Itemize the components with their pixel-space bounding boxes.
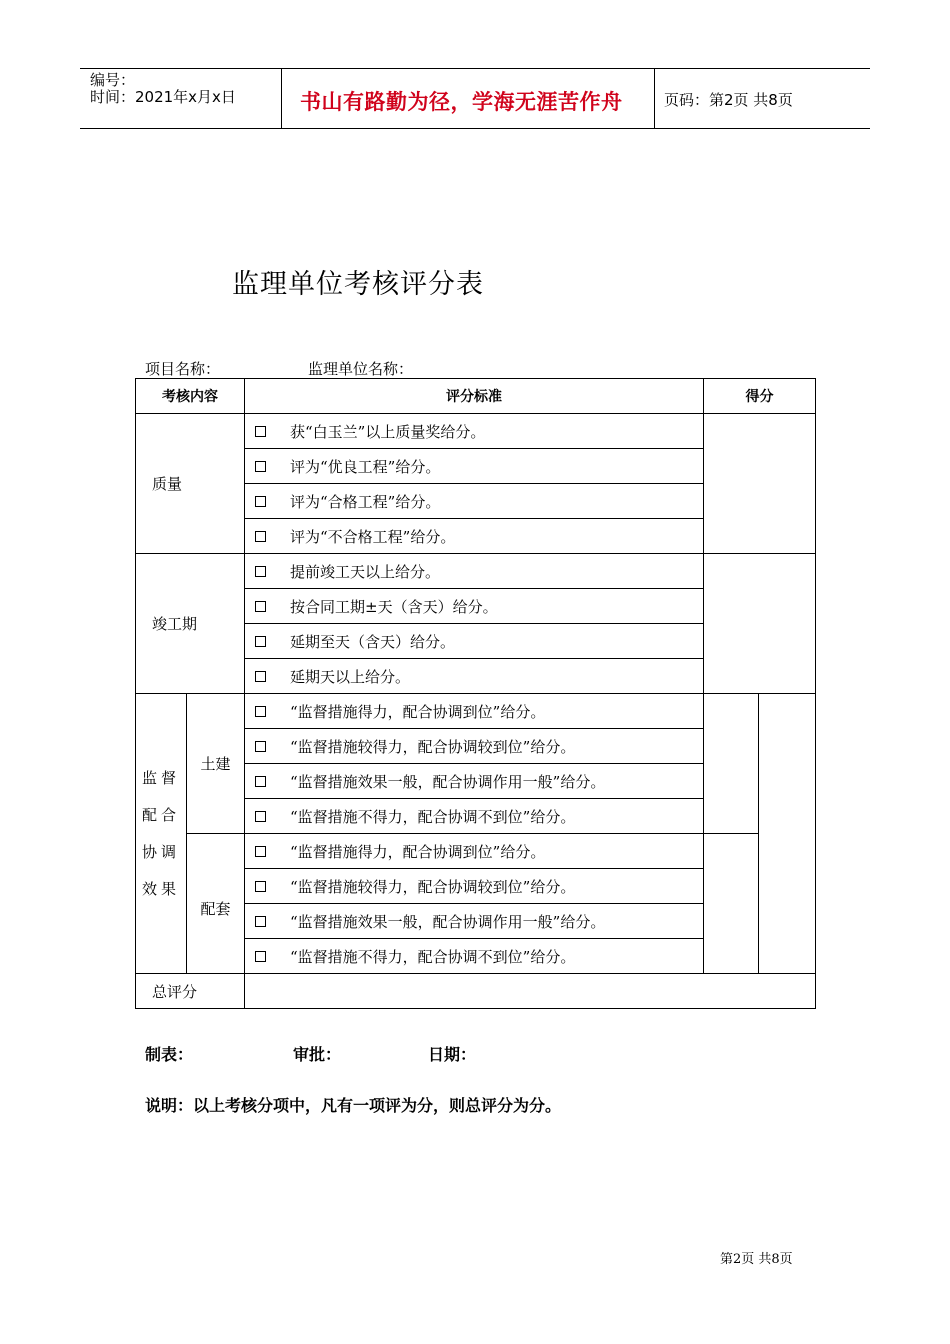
checkbox-icon[interactable] (255, 951, 266, 962)
criteria-item: 提前竣工天以上给分。 (245, 554, 704, 589)
checkbox-icon[interactable] (255, 566, 266, 577)
criteria-item: “监督措施较得力，配合协调较到位”给分。 (245, 869, 704, 904)
checkbox-icon[interactable] (255, 741, 266, 752)
header-divider (654, 68, 655, 129)
total-score-label: 总评分 (136, 974, 245, 1009)
score-cell-supervision-total[interactable] (759, 694, 816, 974)
category-supervision (136, 694, 187, 974)
header-category: 考核内容 (136, 379, 245, 414)
project-name-label: 项目名称： (145, 360, 221, 378)
date-label: 日期： (428, 1045, 477, 1064)
total-score-cell[interactable] (245, 974, 816, 1009)
header-bottom-rule (80, 128, 870, 129)
checkbox-icon[interactable] (255, 706, 266, 717)
header-page-info: 页码：第2页 共8页 (664, 91, 793, 109)
header-criteria: 评分标准 (245, 379, 704, 414)
checkbox-icon[interactable] (255, 531, 266, 542)
subcategory-civil: 土建 (187, 694, 245, 834)
header-score: 得分 (704, 379, 816, 414)
page-title: 监理单位考核评分表 (232, 269, 484, 300)
checkbox-icon[interactable] (255, 846, 266, 857)
checkbox-icon[interactable] (255, 811, 266, 822)
criteria-item: “监督措施得力，配合协调到位”给分。 (245, 694, 704, 729)
category-quality: 质量 (136, 414, 245, 554)
checkbox-icon[interactable] (255, 461, 266, 472)
score-cell-supporting[interactable] (704, 834, 759, 974)
table-row (136, 834, 816, 869)
criteria-item: 延期至天（含天）给分。 (245, 624, 704, 659)
checkbox-icon[interactable] (255, 916, 266, 927)
criteria-item: “监督措施得力，配合协调到位”给分。 (245, 834, 704, 869)
table-row (136, 414, 816, 449)
checkbox-icon[interactable] (255, 601, 266, 612)
header-top-rule (80, 68, 870, 69)
table-row (136, 554, 816, 589)
criteria-item: “监督措施效果一般，配合协调作用一般”给分。 (245, 904, 704, 939)
criteria-item: 获“白玉兰”以上质量奖给分。 (245, 414, 704, 449)
checkbox-icon[interactable] (255, 496, 266, 507)
checkbox-icon[interactable] (255, 671, 266, 682)
category-supervision-char: 监督 (141, 768, 180, 787)
header-time-label: 时间：2021年x月x日 (90, 88, 236, 106)
criteria-item: “监督措施不得力，配合协调不到位”给分。 (245, 799, 704, 834)
table-row (136, 694, 816, 729)
subcategory-supporting: 配套 (187, 834, 245, 974)
score-table (135, 378, 816, 1009)
category-supervision-char: 协调 (141, 842, 180, 861)
checkbox-icon[interactable] (255, 636, 266, 647)
checkbox-icon[interactable] (255, 776, 266, 787)
page-footer: 第2页 共8页 (720, 1252, 793, 1267)
approved-by-label: 审批： (293, 1045, 342, 1064)
criteria-item: “监督措施效果一般，配合协调作用一般”给分。 (245, 764, 704, 799)
category-supervision-char: 效果 (141, 879, 180, 898)
note-text: 说明：以上考核分项中，凡有一项评为分，则总评分为分。 (145, 1096, 562, 1115)
table-row-total (136, 974, 816, 1009)
table-header-row (136, 379, 816, 414)
criteria-item: 评为“优良工程”给分。 (245, 449, 704, 484)
header-motto: 书山有路勤为径，学海无涯苦作舟 (300, 89, 623, 114)
criteria-item: “监督措施不得力，配合协调不到位”给分。 (245, 939, 704, 974)
criteria-item: 延期天以上给分。 (245, 659, 704, 694)
criteria-item: “监督措施较得力，配合协调较到位”给分。 (245, 729, 704, 764)
score-cell-quality[interactable] (704, 414, 816, 554)
criteria-item: 按合同工期±天（含天）给分。 (245, 589, 704, 624)
category-supervision-char: 配合 (141, 805, 180, 824)
supervision-unit-label: 监理单位名称： (308, 360, 414, 378)
made-by-label: 制表： (145, 1045, 194, 1064)
score-cell-civil[interactable] (704, 694, 759, 834)
category-schedule: 竣工期 (136, 554, 245, 694)
checkbox-icon[interactable] (255, 881, 266, 892)
checkbox-icon[interactable] (255, 426, 266, 437)
header-number-label: 编号： (90, 71, 136, 89)
criteria-item: 评为“不合格工程”给分。 (245, 519, 704, 554)
score-cell-schedule[interactable] (704, 554, 816, 694)
header-divider (281, 68, 282, 129)
criteria-item: 评为“合格工程”给分。 (245, 484, 704, 519)
